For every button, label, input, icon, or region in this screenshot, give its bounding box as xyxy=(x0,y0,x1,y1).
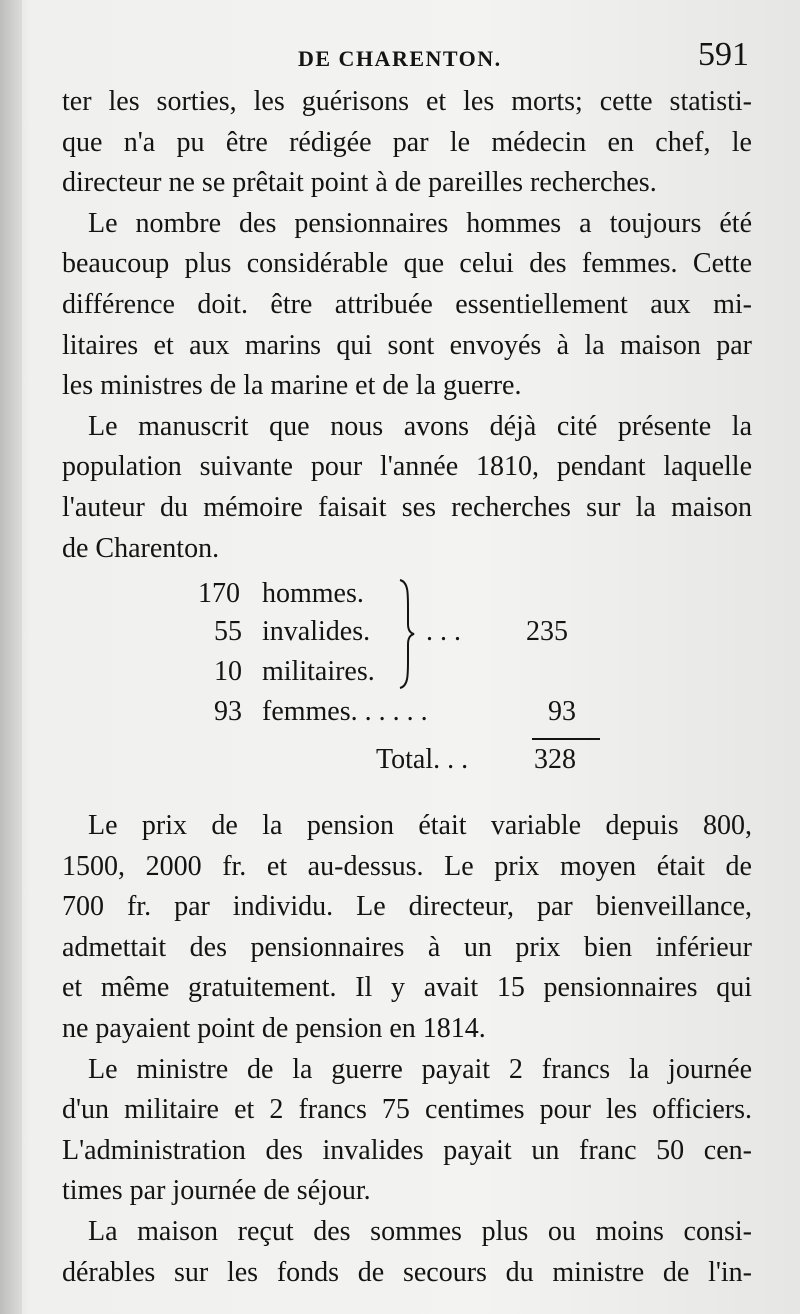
text-line: les ministres de la marine et de la guerre. xyxy=(62,370,522,402)
text-line: Le nombre des pensionnaires hommes a toujours été xyxy=(88,207,752,239)
total-value: 328 xyxy=(534,744,576,775)
running-title: DE CHARENTON. xyxy=(298,46,502,71)
text-line: Le manuscrit que nous avons déjà cité présente la xyxy=(88,410,752,442)
text-line: dérables sur les fonds de secours du ministre de l'in- xyxy=(62,1256,752,1288)
text-line: et même gratuitement. Il y avait 15 pensionnaires qui xyxy=(62,972,752,1004)
page-number: 591 xyxy=(698,36,749,73)
text-line: de Charenton. xyxy=(62,532,220,564)
text-line: d'un militaire et 2 francs 75 centimes pour les officiers. xyxy=(62,1094,752,1126)
row-count: 55 xyxy=(214,616,242,647)
population-table xyxy=(0,570,800,780)
text-line: 700 fr. par individu. Le directeur, par bienveillance, xyxy=(62,891,752,923)
text-line: ter les sorties, les guérisons et les morts; cette statisti- xyxy=(62,86,752,117)
text-line: ne payaient point de pension en 1814. xyxy=(62,1012,486,1044)
row-count: 10 xyxy=(214,656,242,687)
text-line: La maison reçut des sommes plus ou moins consi- xyxy=(88,1215,752,1247)
text-line: admettait des pensionnaires à un prix bien inférieur xyxy=(62,931,752,963)
text-line: différence doit. être attribuée essentiellement aux mi- xyxy=(62,288,752,320)
text-line: directeur ne se prêtait point à de pareilles recherches. xyxy=(62,167,657,199)
page-header xyxy=(0,36,800,82)
women-subtotal: 93 xyxy=(548,696,576,727)
text-line: Le prix de la pension était variable depuis 800, xyxy=(88,810,752,841)
row-count: 93 xyxy=(214,696,242,727)
text-line: 1500, 2000 fr. et au-dessus. Le prix moyen était de xyxy=(62,850,752,882)
row-label: femmes. . . . . . xyxy=(262,696,428,727)
row-label: hommes. xyxy=(262,578,364,609)
row-label: invalides. xyxy=(262,616,371,647)
sum-rule xyxy=(532,738,600,740)
men-subtotal: 235 xyxy=(526,616,568,647)
row-label: militaires. xyxy=(262,656,375,687)
total-label: Total. . . xyxy=(376,744,469,775)
text-line: population suivante pour l'année 1810, pendant laquelle xyxy=(62,451,752,483)
brace-icon xyxy=(398,578,416,690)
text-line: litaires et aux marins qui sont envoyés à la maison par xyxy=(62,329,752,361)
text-line: beaucoup plus considérable que celui des femmes. Cette xyxy=(62,248,752,280)
body-text-upper xyxy=(62,82,752,569)
body-text-lower xyxy=(62,806,752,1293)
row-count: 170 xyxy=(198,578,240,609)
text-line: Le ministre de la guerre payait 2 francs la journée xyxy=(88,1053,752,1085)
text-line: times par journée de séjour. xyxy=(62,1175,371,1207)
brace-leader-dots: . . . xyxy=(426,616,461,647)
text-line: que n'a pu être rédigée par le médecin en chef, le xyxy=(62,126,752,158)
text-line: l'auteur du mémoire faisait ses recherches sur la maison xyxy=(62,491,752,523)
text-line: L'administration des invalides payait un franc 50 cen- xyxy=(62,1134,752,1166)
